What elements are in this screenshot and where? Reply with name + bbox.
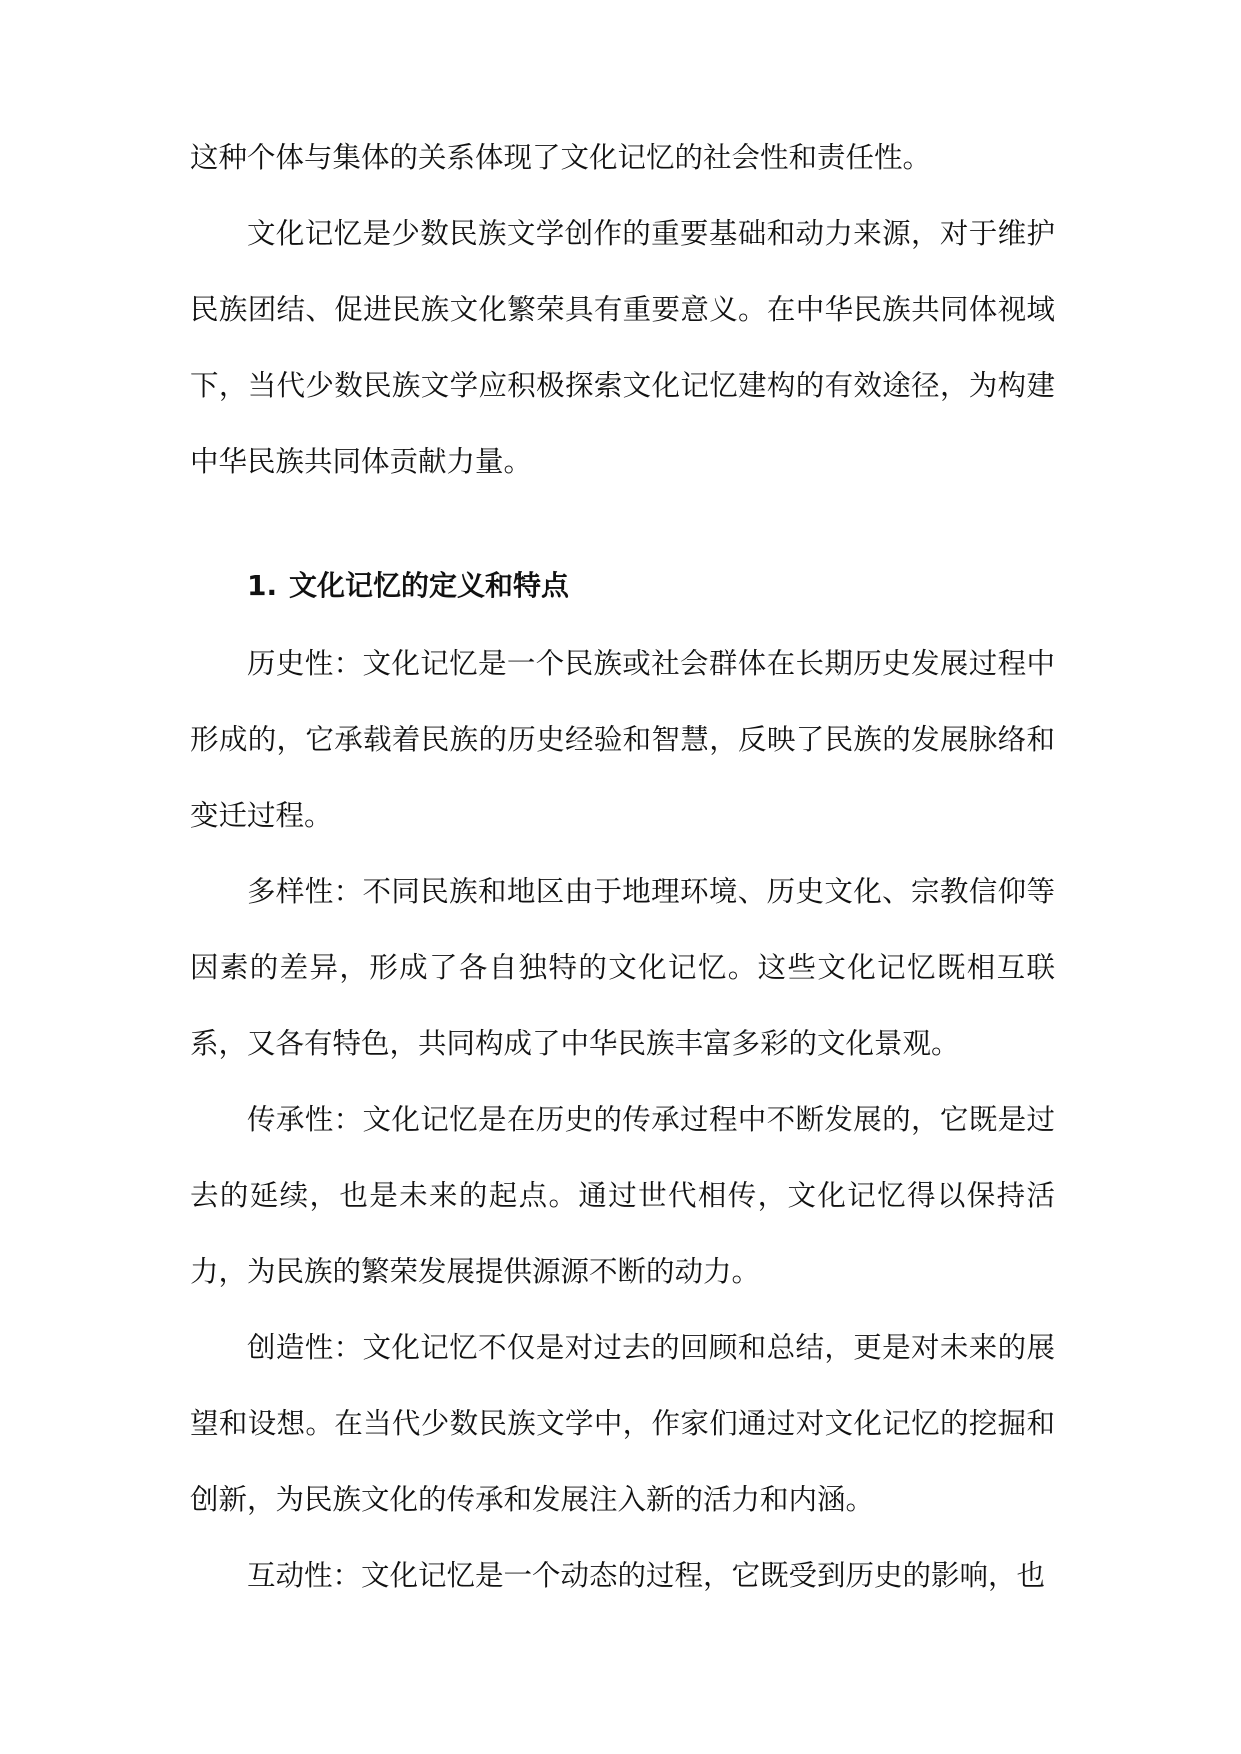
paragraph-inheritance: 传承性：文化记忆是在历史的传承过程中不断发展的，它既是过去的延续，也是未来的起点。通过世代相传，文化记忆得以保持活力，为民族的繁荣发展提供源源不断的动力。 <box>190 1103 1055 1288</box>
section-number: 1. <box>247 569 278 602</box>
section-title: 文化记忆的定义和特点 <box>289 569 570 602</box>
paragraph-cultural-memory-foundation: 文化记忆是少数民族文学创作的重要基础和动力来源，对于维护民族团结、促进民族文化繁荣具有重要意义。在中华民族共同体视域下，当代少数民族文学应积极探索文化记忆建构的有效途径，为构建中华民族共同体贡献力量。 <box>190 217 1055 478</box>
paragraph-creativity: 创造性：文化记忆不仅是对过去的回顾和总结，更是对未来的展望和设想。在当代少数民族文学中，作家们通过对文化记忆的挖掘和创新，为民族文化的传承和发展注入新的活力和内涵。 <box>190 1331 1055 1516</box>
section-body <box>190 626 1055 1614</box>
paragraph-diversity: 多样性：不同民族和地区由于地理环境、历史文化、宗教信仰等因素的差异，形成了各自独特的文化记忆。这些文化记忆既相互联系，又各有特色，共同构成了中华民族丰富多彩的文化景观。 <box>190 875 1055 1060</box>
section-heading <box>247 548 569 624</box>
intro-text <box>190 120 1055 500</box>
paragraph-historicity: 历史性：文化记忆是一个民族或社会群体在长期历史发展过程中形成的，它承载着民族的历史经验和智慧，反映了民族的发展脉络和变迁过程。 <box>190 647 1055 832</box>
paragraph-interactivity: 互动性：文化记忆是一个动态的过程，它既受到历史的影响，也 <box>247 1559 1046 1592</box>
paragraph-continuation: 这种个体与集体的关系体现了文化记忆的社会性和责任性。 <box>190 141 932 174</box>
